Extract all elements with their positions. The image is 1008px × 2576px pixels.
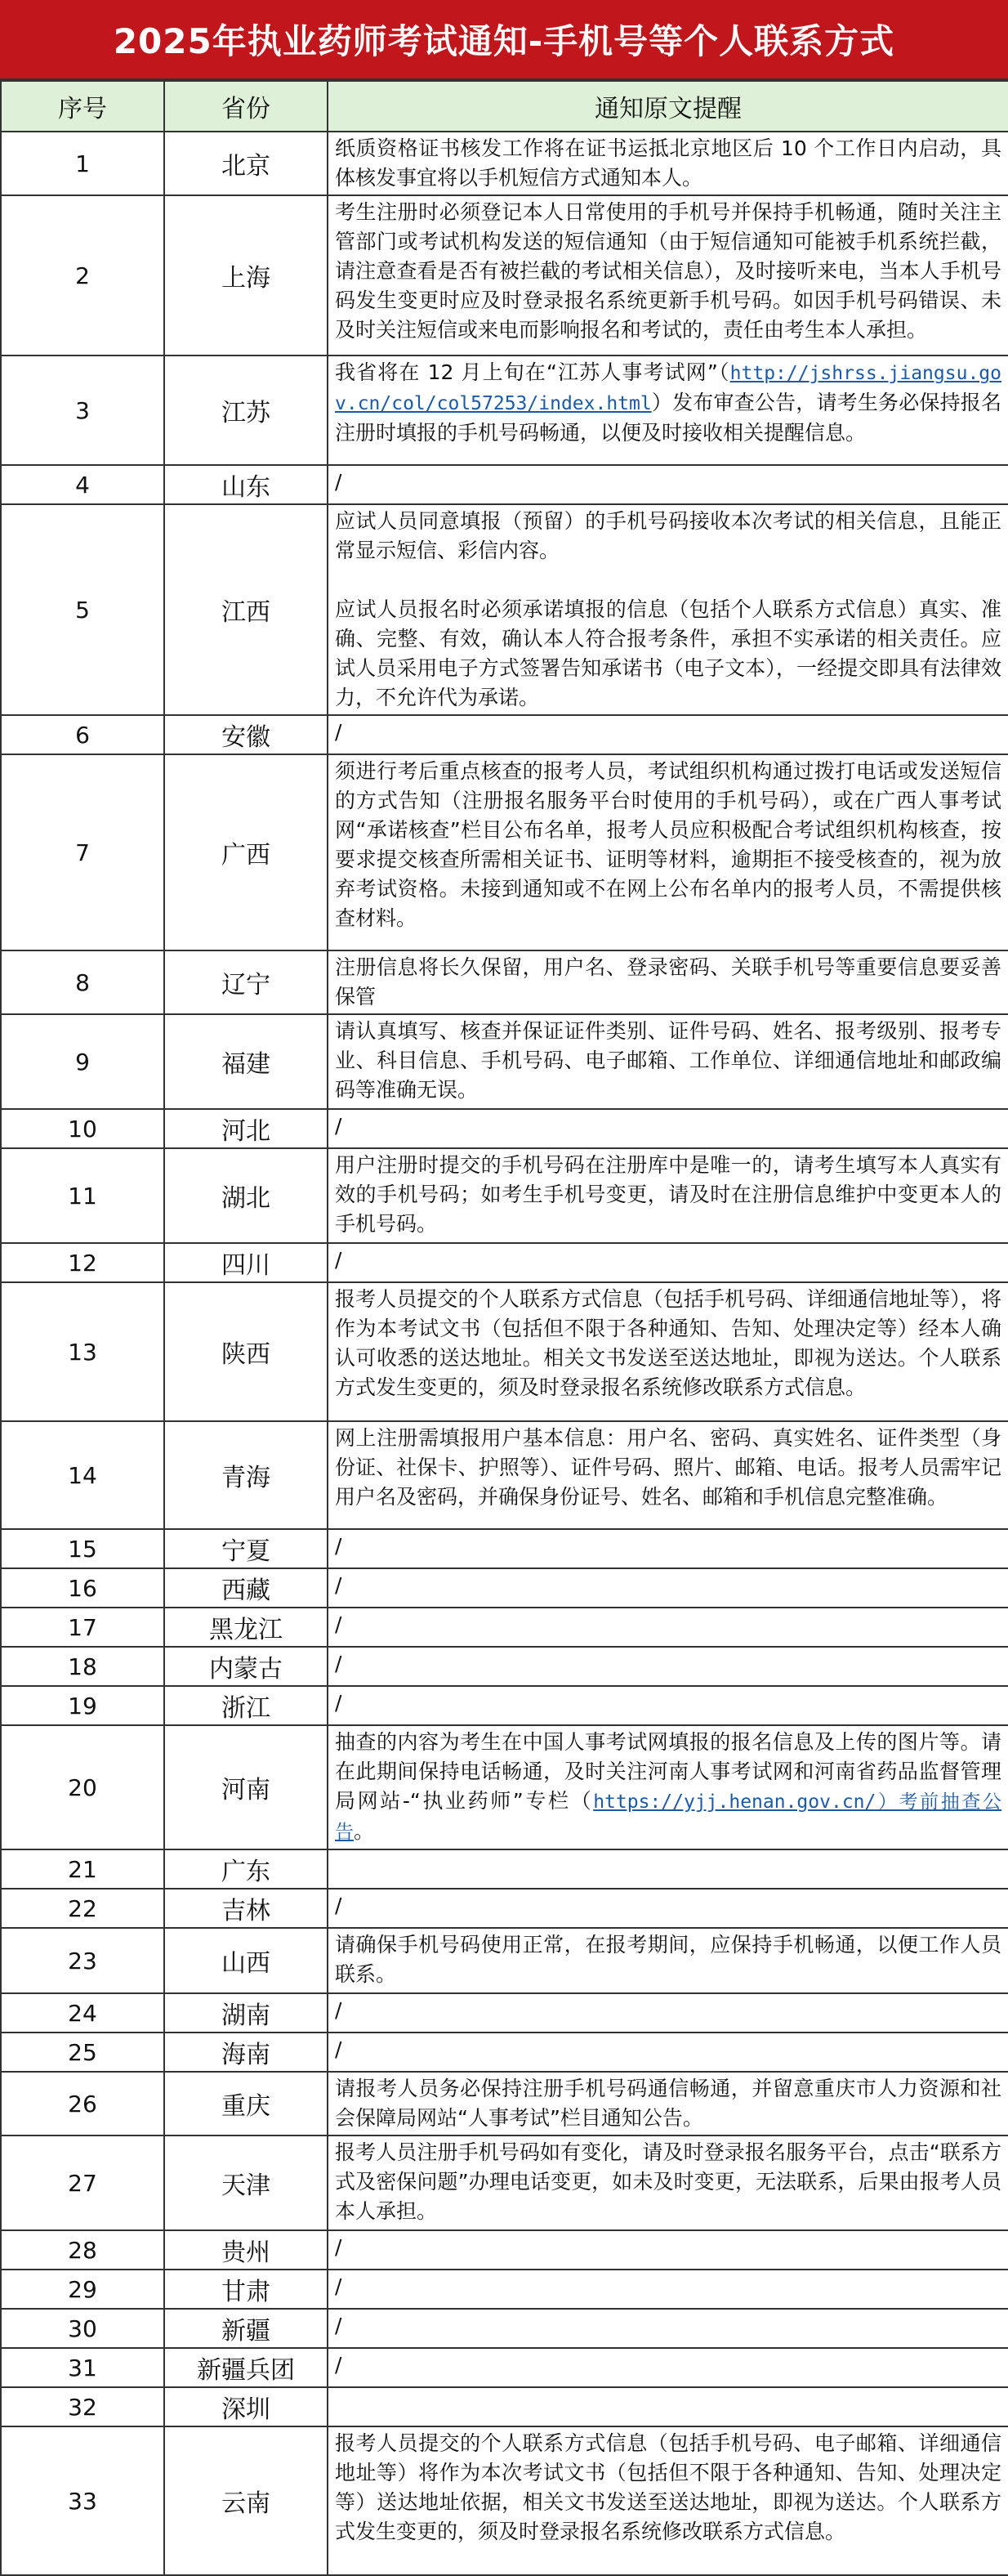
row-number: 11 [1, 1148, 164, 1243]
row-number: 21 [1, 1849, 164, 1889]
notice-text [328, 2072, 1008, 2135]
table-row [1, 1109, 1008, 1148]
notice-text [328, 1282, 1008, 1421]
table-row [1, 2230, 1008, 2270]
notice-text [328, 1993, 1008, 2033]
province-name: 山东 [164, 465, 328, 504]
province-name: 内蒙古 [164, 1647, 328, 1686]
notice-paragraph: / [335, 720, 342, 744]
row-number: 33 [1, 2426, 164, 2575]
notice-paragraph: / [335, 1534, 342, 1558]
row-number: 29 [1, 2270, 164, 2309]
table-row [1, 1725, 1008, 1849]
table-row [1, 1421, 1008, 1529]
notice-paragraph: 须进行考后重点核查的报考人员，考试组织机构通过拨打电话或发送短信的方式告知（注册报名服务平台时使用的手机号码），或在广西人事考试网“承诺核查”栏目公布名单，报考人员应积极配合考试组织机构核查，按要求提交核查所需相关证书、证明等材料，逾期拒不接受核查的，视为放弃考试资格。未接到通知或不在网上公布名单内的报考人员，不需提供核查材料。 [335, 759, 1001, 930]
notice-paragraph: 应试人员同意填报（预留）的手机号码接收本次考试的相关信息，且能正常显示短信、彩信内容。 [335, 509, 1001, 562]
province-name: 青海 [164, 1421, 328, 1529]
row-number: 22 [1, 1889, 164, 1928]
notice-paragraph: / [335, 1652, 342, 1675]
notice-text [328, 1928, 1008, 1993]
notice-text [328, 950, 1008, 1014]
row-number: 19 [1, 1686, 164, 1725]
notice-text [328, 1421, 1008, 1529]
row-number: 13 [1, 1282, 164, 1421]
province-name: 甘肃 [164, 2270, 328, 2309]
table-row [1, 1148, 1008, 1243]
notice-text [328, 1647, 1008, 1686]
row-number: 28 [1, 2230, 164, 2270]
table-row [1, 356, 1008, 465]
notice-paragraph: / [335, 1114, 342, 1138]
table-row [1, 1993, 1008, 2033]
header-province: 省份 [164, 81, 328, 132]
notice-paragraph: 请认真填写、核查并保证证件类别、证件号码、姓名、报考级别、报考专业、科目信息、手机号码、电子邮箱、工作单位、详细通信地址和邮政编码等准确无误。 [335, 1019, 1001, 1102]
notice-text [328, 1725, 1008, 1849]
notice-paragraph: / [335, 470, 342, 494]
province-name: 重庆 [164, 2072, 328, 2135]
notice-text-after: 。 [354, 1819, 375, 1843]
table-row [1, 1686, 1008, 1725]
notice-text-before: 我省将在 12 月上旬在“江苏人事考试网”（ [335, 360, 730, 384]
notice-text [328, 2348, 1008, 2387]
notice-text [328, 2387, 1008, 2426]
notice-paragraph: 请报考人员务必保持注册手机号码通信畅通，并留意重庆市人力资源和社会保障局网站“人事考试”栏目通知公告。 [335, 2077, 1001, 2130]
province-name: 河北 [164, 1109, 328, 1148]
notice-text [328, 1243, 1008, 1282]
table-row [1, 1647, 1008, 1686]
notice-text [328, 1849, 1008, 1889]
notice-text [328, 2270, 1008, 2309]
row-number: 17 [1, 1608, 164, 1647]
notice-text [328, 2135, 1008, 2230]
province-name: 安徽 [164, 715, 328, 754]
row-number: 10 [1, 1109, 164, 1148]
notice-paragraph: / [335, 1612, 342, 1636]
notice-text [328, 1014, 1008, 1109]
notice-paragraph: / [335, 2274, 342, 2298]
table-row [1, 2387, 1008, 2426]
notice-paragraph: / [335, 2037, 342, 2061]
table-body [1, 132, 1008, 2575]
province-name: 浙江 [164, 1686, 328, 1725]
notice-text [328, 465, 1008, 504]
row-number: 24 [1, 1993, 164, 2033]
notice-text [328, 1109, 1008, 1148]
notice-text-after: ）发布审查公告，请考生务必保持报名注册时填报的手机号码畅通，以便及时接收相关提醒信息。 [335, 391, 1001, 445]
notice-text [328, 2230, 1008, 2270]
province-name: 吉林 [164, 1889, 328, 1928]
row-number: 1 [1, 132, 164, 195]
table-row [1, 1608, 1008, 1647]
table-row [1, 195, 1008, 356]
notice-paragraph: 纸质资格证书核发工作将在证书运抵北京地区后 10 个工作日内启动，具体核发事宜将以手机短信方式通知本人。 [335, 136, 1001, 190]
province-name: 山西 [164, 1928, 328, 1993]
province-name: 广东 [164, 1849, 328, 1889]
table-row [1, 1568, 1008, 1608]
table-row [1, 950, 1008, 1014]
notice-text [328, 1686, 1008, 1725]
table-row [1, 2270, 1008, 2309]
table-row [1, 2072, 1008, 2135]
notice-text [328, 356, 1008, 465]
row-number: 31 [1, 2348, 164, 2387]
row-number: 2 [1, 195, 164, 356]
row-number: 30 [1, 2309, 164, 2348]
row-number: 15 [1, 1529, 164, 1568]
row-number: 26 [1, 2072, 164, 2135]
notice-text [328, 1148, 1008, 1243]
notice-paragraph: / [335, 1894, 342, 1917]
notice-paragraph: / [335, 1998, 342, 2022]
row-number: 6 [1, 715, 164, 754]
table-row [1, 2033, 1008, 2072]
row-number: 14 [1, 1421, 164, 1529]
notice-text-before: 抽查的内容为考生在中国人事考试网填报的报名信息及上传的图片等。请在此期间保持电话畅通，及时关注河南人事考试网和河南省药品监督管理局网站-“执业药师”专栏（ [335, 1730, 1001, 1813]
row-number: 18 [1, 1647, 164, 1686]
province-name: 天津 [164, 2135, 328, 2230]
row-number: 16 [1, 1568, 164, 1608]
province-name: 海南 [164, 2033, 328, 2072]
notice-paragraph: / [335, 1691, 342, 1715]
notice-link[interactable]: https://yjj.henan.gov.cn/）考前抽查公告 [335, 1791, 1001, 1843]
table-row [1, 2135, 1008, 2230]
notice-paragraph: 应试人员报名时必须承诺填报的信息（包括个人联系方式信息）真实、准确、完整、有效，确认本人符合报考条件，承担不实承诺的相关责任。应试人员采用电子方式签署告知承诺书（电子文本），一经提交即具有法律效力，不允许代为承诺。 [335, 597, 1001, 709]
notice-text [328, 715, 1008, 754]
notice-text [328, 2309, 1008, 2348]
province-name: 黑龙江 [164, 1608, 328, 1647]
province-name: 江西 [164, 504, 328, 715]
table-row [1, 715, 1008, 754]
table-row [1, 1849, 1008, 1889]
table-row [1, 1889, 1008, 1928]
province-name: 湖北 [164, 1148, 328, 1243]
header-number: 序号 [1, 81, 164, 132]
table-row [1, 465, 1008, 504]
notice-text [328, 1568, 1008, 1608]
row-number: 3 [1, 356, 164, 465]
table-row [1, 504, 1008, 715]
notice-paragraph: / [335, 1573, 342, 1597]
notice-paragraph: 报考人员提交的个人联系方式信息（包括手机号码、详细通信地址等），将作为本考试文书（包括但不限于各种通知、告知、处理决定等）经本人确认可收悉的送达地址。相关文书发送至送达地址，即视为送达。个人联系方式发生变更的，须及时登录报名系统修改联系方式信息。 [335, 1287, 1001, 1399]
notice-link[interactable]: http://jshrss.jiangsu.gov.cn/col/col57253/index.html [335, 363, 1001, 414]
table-row [1, 2309, 1008, 2348]
row-number: 9 [1, 1014, 164, 1109]
table-row [1, 1928, 1008, 1993]
notice-text [328, 1608, 1008, 1647]
table-row [1, 2426, 1008, 2575]
row-number: 5 [1, 504, 164, 715]
notice-table [0, 80, 1008, 2576]
notice-paragraph: / [335, 2353, 342, 2377]
table-row [1, 754, 1008, 950]
row-number: 25 [1, 2033, 164, 2072]
row-number: 23 [1, 1928, 164, 1993]
row-number: 7 [1, 754, 164, 950]
province-name: 湖南 [164, 1993, 328, 2033]
province-name: 深圳 [164, 2387, 328, 2426]
notice-paragraph: 考生注册时必须登记本人日常使用的手机号并保持手机畅通，随时关注主管部门或考试机构发送的短信通知（由于短信通知可能被手机系统拦截，请注意查看是否有被拦截的考试相关信息），及时接听来电，当本人手机号码发生变更时应及时登录报名系统更新手机号码。如因手机号码错误、未及时关注短信或来电而影响报名和考试的，责任由考生本人承担。 [335, 200, 1001, 342]
province-name: 河南 [164, 1725, 328, 1849]
province-name: 西藏 [164, 1568, 328, 1608]
notice-text [328, 132, 1008, 195]
province-name: 广西 [164, 754, 328, 950]
notice-text [328, 754, 1008, 950]
row-number: 4 [1, 465, 164, 504]
notice-paragraph: 报考人员注册手机号码如有变化，请及时登录报名服务平台，点击“联系方式及密保问题”办理电话变更，如未及时变更，无法联系，后果由报考人员本人承担。 [335, 2140, 1001, 2223]
province-name: 北京 [164, 132, 328, 195]
row-number: 12 [1, 1243, 164, 1282]
table-row [1, 1529, 1008, 1568]
notice-paragraph: 网上注册需填报用户基本信息：用户名、密码、真实姓名、证件类型（身份证、社保卡、护照等）、证件号码、照片、邮箱、电话。报考人员需牢记用户名及密码，并确保身份证号、姓名、邮箱和手机信息完整准确。 [335, 1426, 1001, 1509]
province-name: 福建 [164, 1014, 328, 1109]
table-row [1, 1014, 1008, 1109]
notice-text [328, 1889, 1008, 1928]
notice-text [328, 504, 1008, 715]
province-name: 云南 [164, 2426, 328, 2575]
row-number: 27 [1, 2135, 164, 2230]
province-name: 新疆 [164, 2309, 328, 2348]
notice-paragraph: 报考人员提交的个人联系方式信息（包括手机号码、电子邮箱、详细通信地址等）将作为本次考试文书（包括但不限于各种通知、告知、处理决定等）送达地址依据，相关文书发送至送达地址，即视为送达。个人联系方式发生变更的，须及时登录报名系统修改联系方式信息。 [335, 2431, 1001, 2543]
header-notice: 通知原文提醒 [328, 81, 1008, 132]
row-number: 8 [1, 950, 164, 1014]
notice-paragraph: 请确保手机号码使用正常，在报考期间，应保持手机畅通，以便工作人员联系。 [335, 1933, 1001, 1986]
province-name: 陕西 [164, 1282, 328, 1421]
notice-text [328, 195, 1008, 356]
notice-paragraph: 用户注册时提交的手机号码在注册库中是唯一的，请考生填写本人真实有效的手机号码；如考生手机号变更，请及时在注册信息维护中变更本人的手机号码。 [335, 1153, 1001, 1236]
notice-paragraph: / [335, 2314, 342, 2337]
province-name: 四川 [164, 1243, 328, 1282]
table-row [1, 1243, 1008, 1282]
province-name: 贵州 [164, 2230, 328, 2270]
row-number: 20 [1, 1725, 164, 1849]
row-number: 32 [1, 2387, 164, 2426]
table-row [1, 1282, 1008, 1421]
notice-paragraph: / [335, 2235, 342, 2259]
province-name: 宁夏 [164, 1529, 328, 1568]
province-name: 新疆兵团 [164, 2348, 328, 2387]
province-name: 辽宁 [164, 950, 328, 1014]
page-title: 2025年执业药师考试通知-手机号等个人联系方式 [0, 0, 1008, 80]
notice-text [328, 1529, 1008, 1568]
notice-text [328, 2426, 1008, 2575]
province-name: 江苏 [164, 356, 328, 465]
table-row [1, 132, 1008, 195]
notice-paragraph: 注册信息将长久保留，用户名、登录密码、关联手机号等重要信息要妥善保管 [335, 955, 1001, 1008]
province-name: 上海 [164, 195, 328, 356]
table-header-row [1, 81, 1008, 132]
notice-paragraph: / [335, 1248, 342, 1272]
notice-text [328, 2033, 1008, 2072]
table-row [1, 2348, 1008, 2387]
